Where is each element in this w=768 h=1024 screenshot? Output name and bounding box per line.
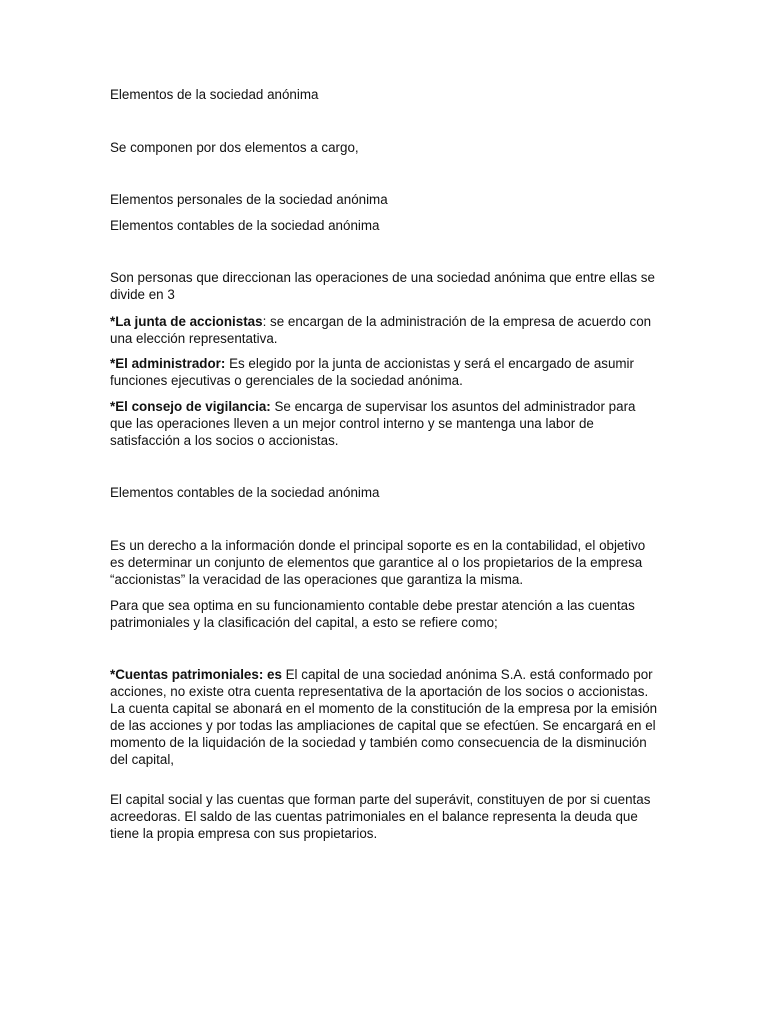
item-consejo-vigilancia xyxy=(110,398,658,449)
final-paragraph: El capital social y las cuentas que forman parte del superávit, constituyen de por si cuentas acreedoras. El saldo de las cuentas patrimoniales en el balance representa la deuda que tiene la propia empresa con sus propietarios. xyxy=(110,792,651,841)
cuentas-patrimoniales-paragraph xyxy=(110,666,658,768)
cuentas-label: *Cuentas patrimoniales: es xyxy=(110,667,282,682)
item-text: Es elegido por la junta de accionistas y será el encargado de asumir funciones ejecutivas o gerenciales de la sociedad anónima. xyxy=(110,356,634,388)
item-junta-accionistas xyxy=(110,313,658,347)
intro-paragraph: Se componen por dos elementos a cargo, xyxy=(110,140,359,155)
item-text: Se encarga de supervisar los asuntos del administrador para que las operaciones lleven a un mejor control interno y se mantenga una labor de satisfacción a los socios o accionistas. xyxy=(110,399,636,448)
cuentas-text: El capital de una sociedad anónima S.A. está conformado por acciones, no existe otra cuenta representativa de la aportación de los socios o accionistas. La cuenta capital se abonará en el momento de la constitución de la empresa por la emisión de las acciones y por todas las ampliaciones de capital que se efectúen. Se encargará en el momento de la liquidación de la sociedad y también como consecuencia de la disminución del capital, xyxy=(110,667,658,767)
item-text: : se encargan de la administración de la empresa de acuerdo con una elección representativa. xyxy=(110,314,652,346)
contable-heading: Elementos contables de la sociedad anónima xyxy=(110,485,380,500)
personal-intro-paragraph: Son personas que direccionan las operaciones de una sociedad anónima que entre ellas se divide en 3 xyxy=(110,270,655,302)
item-label: *El administrador: xyxy=(110,356,226,371)
item-administrador xyxy=(110,355,658,389)
item-label: *La junta de accionistas xyxy=(110,314,263,329)
contable-paragraph-2: Para que sea optima en su funcionamiento contable debe prestar atención a las cuentas patrimoniales y la clasificación del capital, a esto se refiere como; xyxy=(110,598,635,630)
list-item-personales: Elementos personales de la sociedad anónima xyxy=(110,192,388,207)
item-label: *El consejo de vigilancia: xyxy=(110,399,271,414)
contable-paragraph-1: Es un derecho a la información donde el principal soporte es en la contabilidad, el objetivo es determinar un conjunto de elementos que garantice al o los propietarios de la empresa “accionistas” la veracidad de las operaciones que garantiza la misma. xyxy=(110,538,646,587)
document-title: Elementos de la sociedad anónima xyxy=(110,87,319,102)
list-item-contables: Elementos contables de la sociedad anónima xyxy=(110,218,380,233)
